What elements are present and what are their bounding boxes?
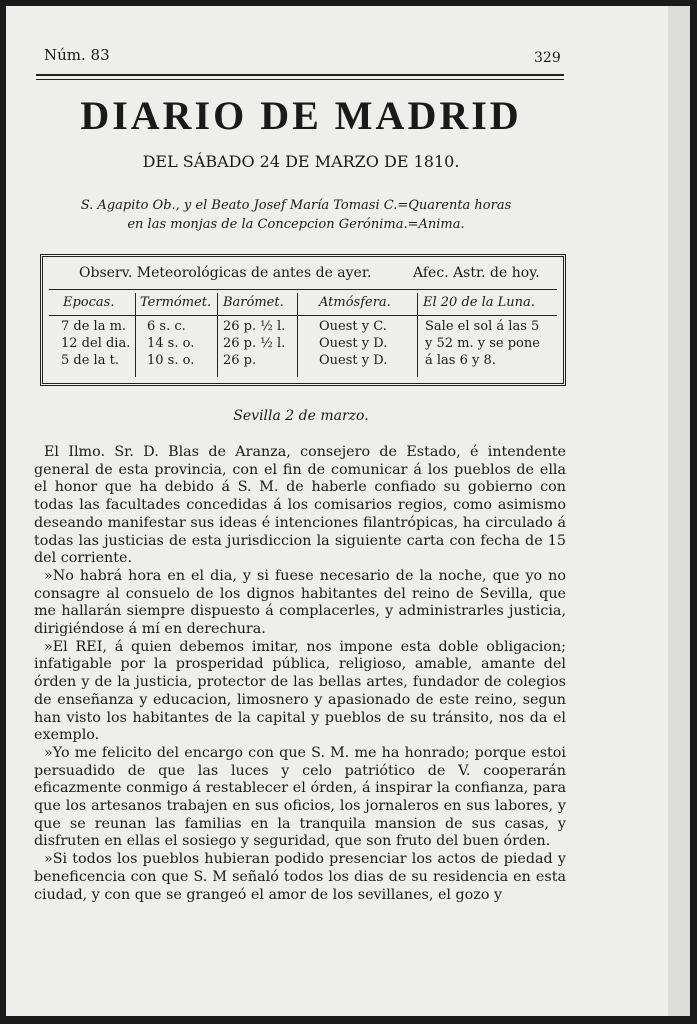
masthead-title: DIARIO DE MADRID — [80, 93, 522, 138]
newspaper-page — [6, 6, 690, 1016]
row-1-atmosfera: Ouest y C. — [319, 319, 387, 334]
article-paragraph: »Si todos los pueblos hubieran podido presenciar los actos de piedad y beneficencia con que S. M señaló todos los dias de su residencia en esta ciudad, y con que se grangeó el amor de los sevillanes, el gozo y — [34, 851, 566, 903]
row-2-epoca: 12 del dia. — [61, 336, 131, 351]
column-divider — [135, 293, 136, 377]
column-divider — [217, 293, 218, 377]
issue-date: DEL SÁBADO 24 DE MARZO DE 1810. — [142, 152, 460, 171]
top-rule-thin — [36, 79, 564, 80]
astro-heading: Afec. Astr. de hoy. — [413, 265, 540, 281]
article-paragraph: »No habrá hora en el dia, y si fuese necesario de la noche, que yo no consagre al consuelo de los dignos habitantes del reino de Sevilla, que me hallarán siempre dispuesto á complacerles, y administrarles justicia, dirigiéndose á mí en derechura. — [34, 567, 566, 638]
page-edge — [668, 6, 690, 1016]
saints-line-1: S. Agapito Ob., y el Beato Josef María Tomasi C.=Quarenta horas — [80, 198, 512, 213]
astro-line-1: Sale el sol á las 5 — [425, 319, 540, 334]
row-1-termometro: 6 s. c. — [147, 319, 186, 334]
article-body — [34, 444, 566, 904]
column-header-atmosfera: Atmósfera. — [319, 295, 391, 310]
top-rule — [36, 74, 564, 76]
row-2-termometro: 14 s. o. — [147, 336, 195, 351]
saints-line-2: en las monjas de la Concepcion Gerónima.=Anima. — [127, 217, 465, 232]
issue-number: Núm. 83 — [44, 46, 110, 64]
article-paragraph: »Yo me felicito del encargo con que S. M. me ha honrado; porque estoi persuadido de que las luces y celo patriótico de V. cooperarán eficazmente conmigo á restablecer el órden, á inspirar la confianza, para que los artesanos trabajen en sus oficios, los jornaleros en sus labores, y que se reunan las familias en la tranquila mansion de sus casas, y disfruten en ellas el sosiego y seguridad, que son fruto del buen órden. — [34, 744, 566, 850]
row-3-termometro: 10 s. o. — [147, 353, 195, 368]
article-paragraph: »El REI, á quien debemos imitar, nos impone esta doble obligacion; infatigable por la prosperidad pública, religioso, amable, amante del órden y de la justicia, protector de las bellas artes, fundador de colegios de enseñanza y educacion, limosnero y apasionado de este reino, segun han visto los habitantes de la capital y pueblos de su tránsito, nos da el exemplo. — [34, 638, 566, 744]
column-divider — [417, 293, 418, 377]
column-header-termometro: Termómet. — [140, 295, 212, 310]
row-2-barometro: 26 p. ½ l. — [223, 336, 286, 351]
astro-line-2: y 52 m. y se pone — [425, 336, 540, 351]
astro-line-3: á las 6 y 8. — [425, 353, 496, 368]
page-number: 329 — [534, 50, 561, 66]
article-paragraph: El Ilmo. Sr. D. Blas de Aranza, consejero de Estado, é intendente general de esta provincia, con el fin de comunicar á los pueblos de ella el honor que ha debido á S. M. de haberle confiado su gobierno con todas las facultades concedidas á los comisarios regios, como asimismo deseando manifestar sus ideas é intenciones filantrópicas, ha circulado á todas las justicias de esta jurisdiccion la siguiente carta con fecha de 15 del corriente. — [34, 444, 566, 567]
article-dateline: Sevilla 2 de marzo. — [233, 408, 369, 424]
row-1-epoca: 7 de la m. — [61, 319, 127, 334]
row-3-epoca: 5 de la t. — [61, 353, 119, 368]
row-1-barometro: 26 p. ½ l. — [223, 319, 286, 334]
row-3-atmosfera: Ouest y D. — [319, 353, 388, 368]
table-rule-mid — [49, 315, 557, 316]
saints-of-day — [46, 196, 546, 234]
column-header-epocas: Epocas. — [63, 295, 115, 310]
column-header-luna: El 20 de la Luna. — [423, 295, 535, 310]
row-2-atmosfera: Ouest y D. — [319, 336, 388, 351]
table-rule-top — [49, 289, 557, 290]
meteorology-heading: Observ. Meteorológicas de antes de ayer. — [79, 265, 372, 281]
meteorology-table — [40, 254, 566, 386]
column-header-barometro: Barómet. — [223, 295, 284, 310]
column-divider — [297, 293, 298, 377]
row-3-barometro: 26 p. — [223, 353, 257, 368]
